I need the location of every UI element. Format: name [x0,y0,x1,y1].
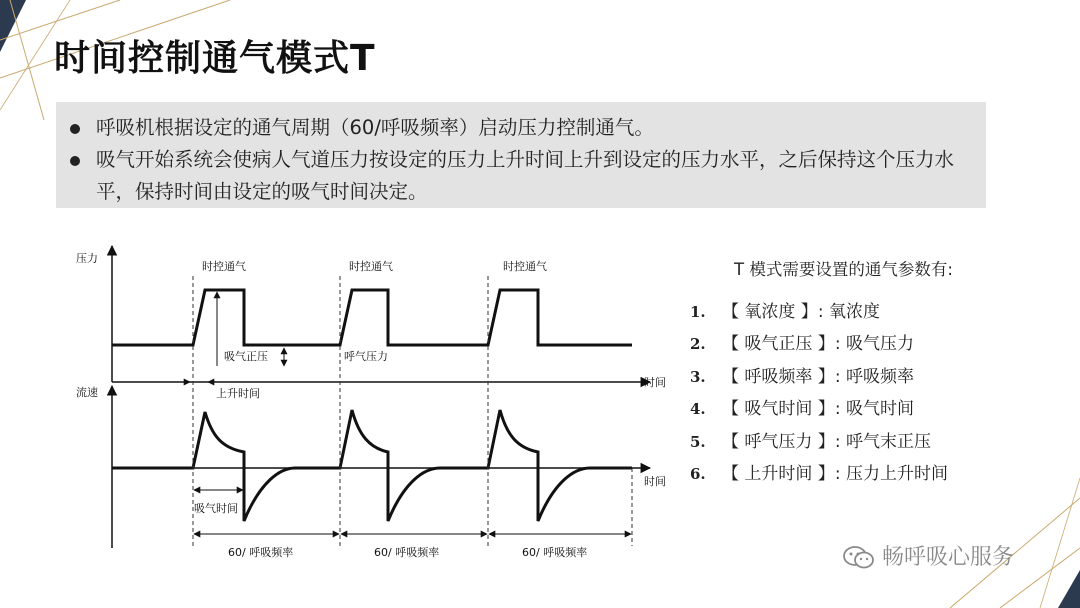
pressure-waveform [112,290,632,345]
period-label: 60/ 呼吸频率 [374,546,440,559]
parameter-item [690,361,1020,393]
parameter-name: 【 呼吸频率 】 [722,366,835,387]
description-panel [56,102,986,208]
period-label: 60/ 呼吸频率 [522,546,588,559]
flow-time-label: 时间 [644,475,666,488]
parameter-item [690,426,1020,458]
parameter-list [690,256,1020,490]
parameter-item [690,458,1020,490]
flow-waveform [112,410,632,521]
parameter-desc: : 呼吸频率 [834,366,914,387]
bullet-item: 吸气开始系统会使病人气道压力按设定的压力上升时间上升到设定的压力水平，之后保持这个压力水平，保持时间由设定的吸气时间决定。 [70,144,970,208]
parameter-name: 【 吸气正压 】 [722,334,835,355]
expiratory-pressure-label: 呼气压力 [344,350,388,363]
parameter-number: 3. [690,367,706,386]
parameter-number: 6. [690,464,706,483]
watermark-text: 畅呼吸心服务 [882,545,1015,570]
cycle-label: 时控通气 [503,260,547,273]
parameter-number: 4. [690,400,706,419]
period-label: 60/ 呼吸频率 [228,546,294,559]
parameter-name: 【 呼气压力 】 [722,431,835,452]
parameter-desc: : 吸气时间 [834,399,914,420]
parameter-name: 【 上升时间 】 [722,463,835,484]
parameter-number: 5. [690,432,706,451]
timing-diagram [60,236,680,566]
pressure-axis-label: 压力 [76,252,98,265]
inspiratory-pressure-label: 吸气正压 [224,350,268,363]
pressure-time-label: 时间 [644,376,666,389]
rise-time-label: 上升时间 [216,387,260,400]
parameter-number: 2. [690,335,706,354]
wechat-icon [842,545,876,571]
parameter-name: 【 吸气时间 】 [722,399,835,420]
parameter-list-title: T 模式需要设置的通气参数有: [734,260,953,279]
parameter-desc: : 呼气末正压 [834,431,931,452]
cycle-label: 时控通气 [349,260,393,273]
bullet-item: 呼吸机根据设定的通气周期（60/呼吸频率）启动压力控制通气。 [70,112,970,144]
parameter-desc: : 氧浓度 [817,302,880,322]
flow-axis-label: 流速 [76,386,98,399]
parameter-item [690,393,1020,425]
inspiratory-time-label: 吸气时间 [194,502,238,515]
watermark [842,540,1014,571]
parameter-desc: : 吸气压力 [834,334,914,355]
parameter-item [690,328,1020,360]
parameter-name: 【 氧浓度 】 [722,302,818,322]
page-title: 时间控制通气模式T [54,38,376,79]
cycle-label: 时控通气 [202,260,246,273]
parameter-item [690,296,1020,328]
parameter-number: 1. [690,303,706,321]
parameter-desc: : 压力上升时间 [834,463,948,484]
